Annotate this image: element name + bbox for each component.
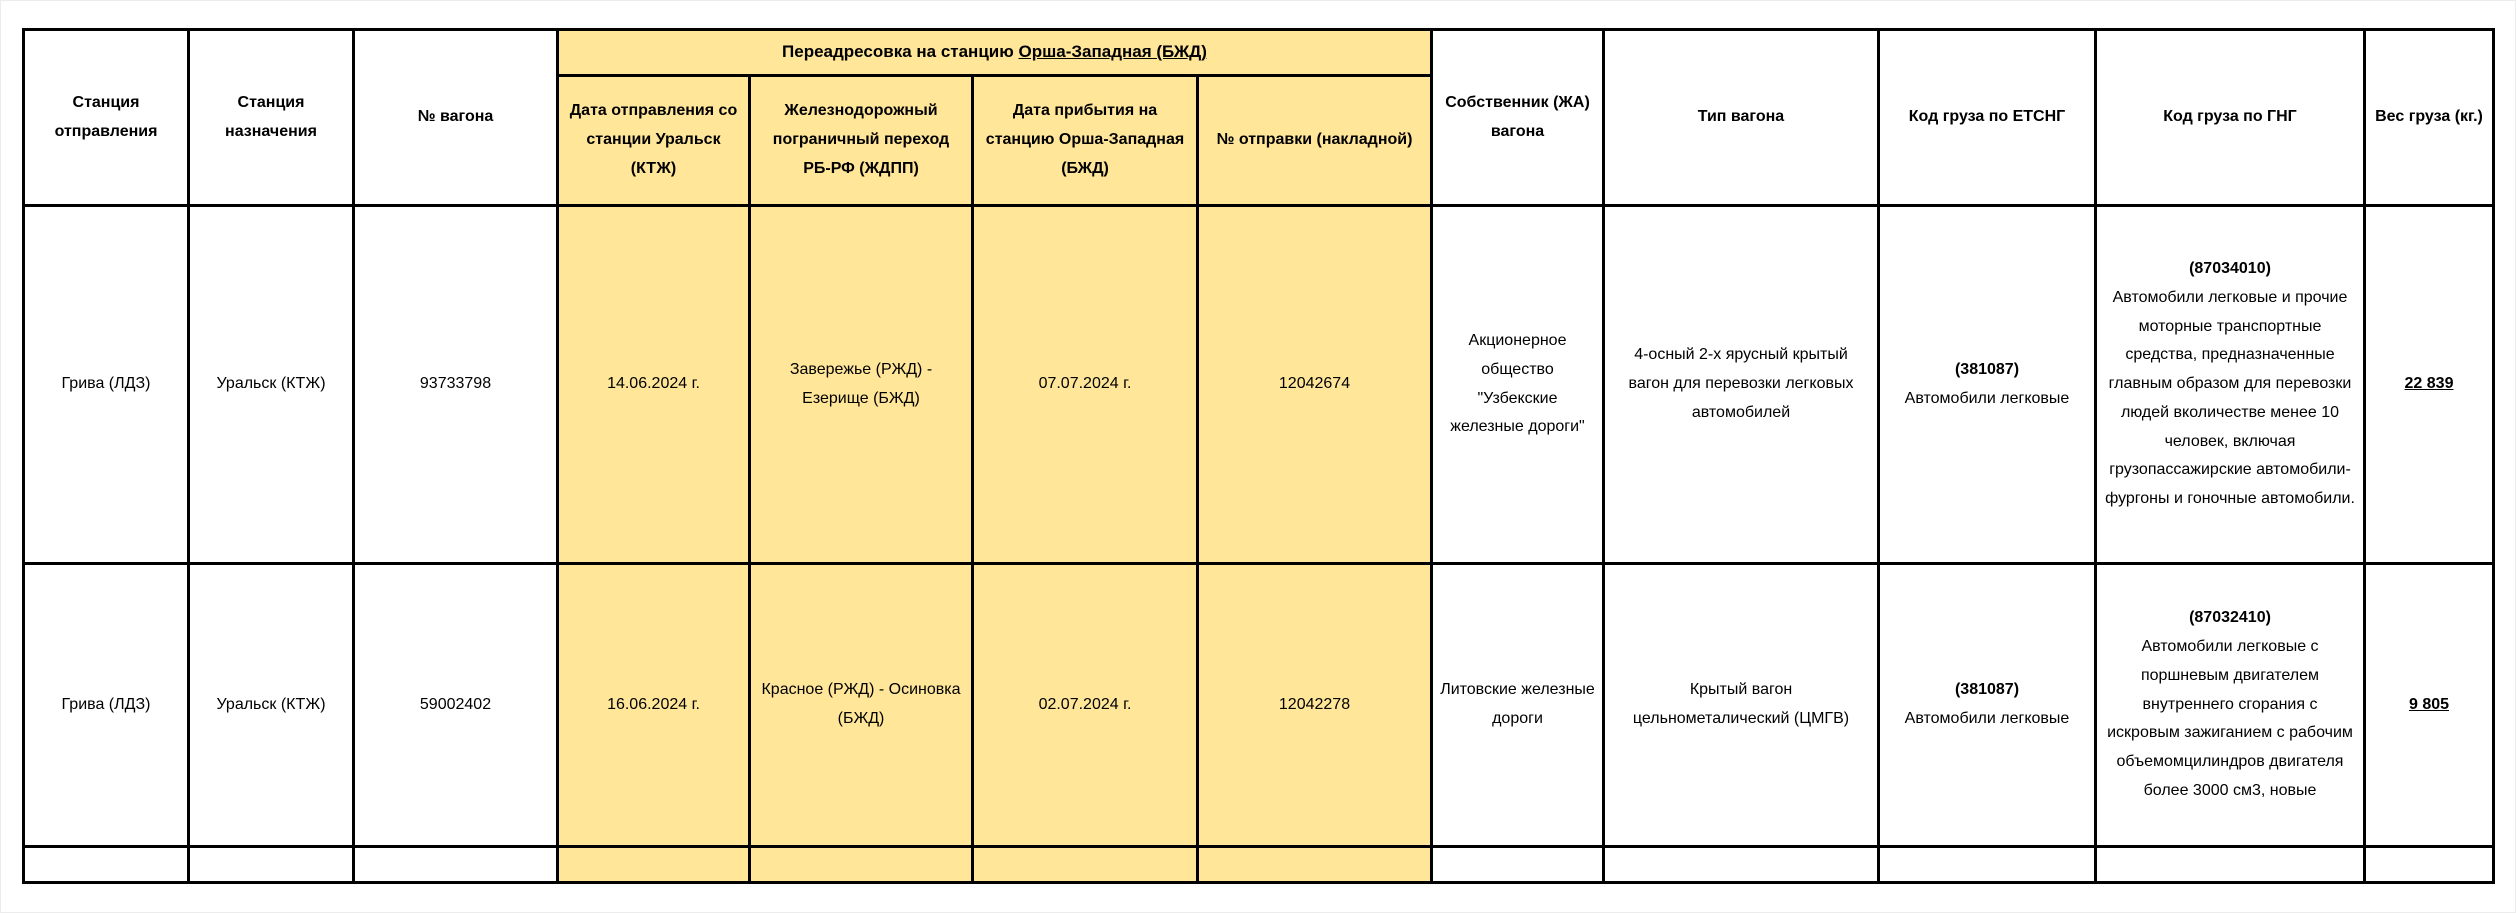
cell-border-crossing: Завережье (РЖД) - Езерище (БЖД)	[750, 206, 973, 564]
empty-cell-highlighted	[750, 847, 973, 883]
group-header-prefix: Переадресовка на станцию	[782, 42, 1019, 62]
cell-wagon-type: Крытый вагон цельнометалический (ЦМГВ)	[1604, 564, 1879, 847]
cell-cargo-weight	[2365, 206, 2494, 564]
table-row	[24, 564, 2494, 847]
empty-cell	[354, 847, 558, 883]
etsng-code: (381087)	[1954, 360, 2020, 378]
empty-cell	[2096, 847, 2365, 883]
empty-cell-highlighted	[973, 847, 1198, 883]
gng-description: Автомобили легковые с поршневым двигателем внутреннего сгорания с искровым зажиганием с рабочим объемомцилиндров двигателя более 3000 см3, новые	[2107, 638, 2353, 799]
cell-owner: Акционерное общество "Узбекские железные дороги"	[1432, 206, 1604, 564]
cell-dispatch-number: 12042278	[1198, 564, 1432, 847]
col-header-arrival-date: Дата прибытия на станцию Орша-Западная (БЖД)	[973, 76, 1198, 206]
col-header-etsng-code: Код груза по ЕТСНГ	[1879, 30, 2096, 206]
cell-wagon-type: 4-осный 2-х ярусный крытый вагон для перевозки легковых автомобилей	[1604, 206, 1879, 564]
etsng-description: Автомобили легковые	[1904, 710, 2070, 727]
etsng-code: (381087)	[1954, 681, 2020, 699]
cell-gng	[2096, 564, 2365, 847]
empty-cell-highlighted	[558, 847, 750, 883]
group-header-station-underlined: Орша-Западная (БЖД)	[1018, 42, 1207, 62]
cell-dispatch-number: 12042674	[1198, 206, 1432, 564]
group-header-readdressing	[558, 30, 1432, 76]
col-header-departure-station: Станция отправления	[24, 30, 189, 206]
col-header-wagon-number: № вагона	[354, 30, 558, 206]
cell-owner: Литовские железные дороги	[1432, 564, 1604, 847]
empty-cell	[189, 847, 354, 883]
cell-wagon-number: 93733798	[354, 206, 558, 564]
empty-cell-highlighted	[1198, 847, 1432, 883]
cell-etsng	[1879, 206, 2096, 564]
gng-code: (87032410)	[2189, 609, 2271, 627]
gng-description: Автомобили легковые и прочие моторные транспортные средства, предназначенные главным образом для перевозки людей вколичестве менее 10 человек, включая грузопассажирские автомобили-фургоны и гоночные автомобили.	[2105, 288, 2355, 508]
col-header-destination-station: Станция назначения	[189, 30, 354, 206]
weight-value: 22 839	[2404, 375, 2454, 393]
header-row-group	[24, 30, 2494, 76]
cell-departure-date: 16.06.2024 г.	[558, 564, 750, 847]
cell-destination-station: Уральск (КТЖ)	[189, 206, 354, 564]
cell-gng	[2096, 206, 2365, 564]
etsng-description: Автомобили легковые	[1904, 389, 2070, 407]
weight-value: 9 805	[2408, 695, 2450, 713]
wagon-readdressing-table	[22, 28, 2495, 884]
cell-departure-station: Грива (ЛДЗ)	[24, 564, 189, 847]
col-header-owner: Собственник (ЖА) вагона	[1432, 30, 1604, 206]
col-header-dispatch-number: № отправки (накладной)	[1198, 76, 1432, 206]
empty-cell	[2365, 847, 2494, 883]
col-header-wagon-type: Тип вагона	[1604, 30, 1879, 206]
empty-cell	[1604, 847, 1879, 883]
col-header-gng-code: Код груза по ГНГ	[2096, 30, 2365, 206]
cell-departure-station: Грива (ЛДЗ)	[24, 206, 189, 564]
col-header-cargo-weight: Вес груза (кг.)	[2365, 30, 2494, 206]
cell-departure-date: 14.06.2024 г.	[558, 206, 750, 564]
cell-cargo-weight	[2365, 564, 2494, 847]
table-row	[24, 206, 2494, 564]
col-header-departure-date: Дата отправления со станции Уральск (КТЖ)	[558, 76, 750, 206]
cell-arrival-date: 07.07.2024 г.	[973, 206, 1198, 564]
empty-cell	[1432, 847, 1604, 883]
cell-arrival-date: 02.07.2024 г.	[973, 564, 1198, 847]
empty-cell	[1879, 847, 2096, 883]
cell-border-crossing: Красное (РЖД) - Осиновка (БЖД)	[750, 564, 973, 847]
empty-bottom-row	[24, 847, 2494, 883]
empty-cell	[24, 847, 189, 883]
cell-destination-station: Уральск (КТЖ)	[189, 564, 354, 847]
cell-wagon-number: 59002402	[354, 564, 558, 847]
gng-code: (87034010)	[2189, 259, 2271, 277]
cell-etsng	[1879, 564, 2096, 847]
col-header-border-crossing: Железнодорожный пограничный переход РБ-РФ (ЖДПП)	[750, 76, 973, 206]
